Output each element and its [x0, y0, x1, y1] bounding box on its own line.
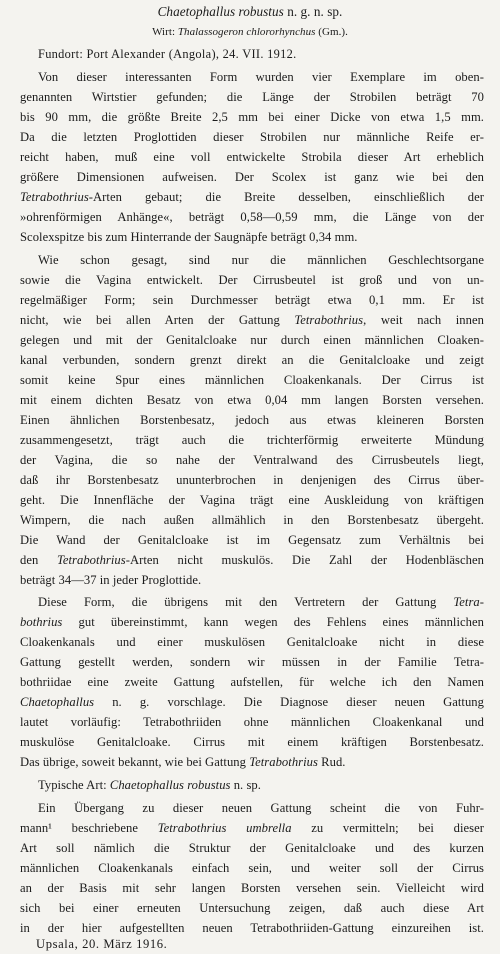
body-line: größere Dimensionen aufweisen. Der Scolex ist ganz wie bei den [20, 170, 484, 184]
body-line: gelegen und mit der Genitalcloake nur durch einen männlichen Cloaken- [20, 333, 484, 347]
body-line: Diese Form, die übrigens mit den Vertretern der Gattung Tetra- [38, 595, 484, 609]
body-line: Das übrige, soweit bekannt, wie bei Gattung Tetrabothrius Rud. [20, 755, 346, 769]
body-line: geht. Die Innenfläche der Vagina trägt eine Auskleidung von kräftigen [20, 493, 484, 507]
body-line: in der hier aufgestellten neuen Tetrabothriiden-Gattung einzureihen ist. [20, 921, 484, 935]
body-line: Chaetophallus n. g. vorschlage. Die Diagnose dieser neuen Gattung [20, 695, 484, 709]
body-line: mit einem dichten Besatz von etwa 0,04 mm langen Borsten versehen. [20, 393, 484, 407]
body-line: genannten Wirtstier gefunden; die Länge der Strobilen beträgt 70 [20, 90, 484, 104]
body-line: sich bei einer erneuten Untersuchung zeigen, daß auch diese Art [20, 901, 484, 915]
body-line: bothrius gut übereinstimmt, kann wegen des Fehlens eines männlichen [20, 615, 484, 629]
body-line: daß ihr Borstenbesatz ununterbrochen in denjenigen des Cirrus über- [20, 473, 484, 487]
body-line: der Vagina, die so nahe der Ventralwand des Cirrusbeutels liegt, [20, 453, 484, 467]
body-line: mann¹ beschriebene Tetrabothrius umbrella zu vermitteln; bei dieser [20, 821, 484, 835]
body-line: Wimpern, die nach außen allmählich in den Borstenbesatz übergeht. [20, 513, 484, 527]
body-line: »ohrenförmigen Anhänge«, beträgt 0,58—0,59 mm, die Länge von der [20, 210, 484, 224]
body-line: männlichen Cloakenkanals einfach sein, und weiter soll der Cirrus [20, 861, 484, 875]
body-line: Wie schon gesagt, sind nur die männlichen Geschlechtsorgane [38, 253, 484, 267]
type-species-line: Typische Art: Chaetophallus robustus n. sp. [38, 778, 261, 792]
body-line: beträgt 34—37 in jeder Proglottide. [20, 573, 202, 587]
body-line: sowie die Vagina entwickelt. Der Cirrusbeutel ist groß und von un- [20, 273, 484, 287]
body-line: bis 90 mm, die größte Breite 2,5 mm bei einer Dicke von etwa 1,5 mm. [20, 110, 484, 124]
body-line: Scolexspitze bis zum Hinterrande der Saugnäpfe beträgt 0,34 mm. [20, 230, 358, 244]
body-line: zusammengesetzt, trägt auch die trichterförmig erweiterte Mündung [20, 433, 484, 447]
body-line: regelmäßiger Form; sein Durchmesser beträgt etwa 0,1 mm. Er ist [20, 293, 484, 307]
body-line: den Tetrabothrius-Arten nicht muskulös. Die Zahl der Hodenbläschen [20, 553, 484, 567]
signature-place-date: Upsala, 20. März 1916. [36, 937, 168, 951]
body-line: reicht haben, muß eine voll entwickelte Strobila dieser Art erheblich [20, 150, 484, 164]
body-line: bothriidae eine zweite Gattung aufstellen, für welche ich den Namen [20, 675, 484, 689]
body-line: Einen ähnlichen Borstenbesatz, jedoch aus etwas kleineren Borsten [20, 413, 484, 427]
body-line: lautet vorläufig: Tetrabothriiden ohne männlichen Cloakenkanal und [20, 715, 484, 729]
body-line: muskulöse Genitalcloake. Cirrus mit einem kräftigen Borstenbesatz. [20, 735, 484, 749]
host-line: Wirt: Thalassogeron chlororhynchus (Gm.). [152, 26, 348, 38]
body-line: Von dieser interessanten Form wurden vier Exemplare im oben- [38, 70, 484, 84]
body-line: Da die letzten Proglottiden dieser Strobilen nur männliche Reife er- [20, 130, 484, 144]
body-line: Tetrabothrius-Arten gebaut; die Breite desselben, einschließlich der [20, 190, 484, 204]
body-line: Ein Übergang zu dieser neuen Gattung scheint die von Fuhr- [38, 801, 484, 815]
body-line: somit keine Spur eines männlichen Cloakenkanals. Der Cirrus ist [20, 373, 484, 387]
body-line: Art soll nämlich die Struktur der Genitalcloake und des kurzen [20, 841, 484, 855]
body-line: nicht, wie bei allen Arten der Gattung Tetrabothrius, weit nach innen [20, 313, 484, 327]
body-line: an der Basis mit sehr langen Borsten versehen sein. Vielleicht wird [20, 881, 484, 895]
body-line: Die Wand der Genitalcloake ist im Gegensatz zum Verhältnis bei [20, 533, 484, 547]
body-line: kanal verbunden, sondern grenzt direkt an die Genitalcloake und zeigt [20, 353, 484, 367]
species-title: Chaetophallus robustus n. g. n. sp. [157, 4, 343, 19]
locality-line: Fundort: Port Alexander (Angola), 24. VII. 1912. [38, 47, 297, 61]
body-line: Cloakenkanals und einer muskulösen Genitalcloake nicht in diese [20, 635, 484, 649]
body-line: Gattung gestellt werden, sondern wir müssen in der Familie Tetra- [20, 655, 484, 669]
